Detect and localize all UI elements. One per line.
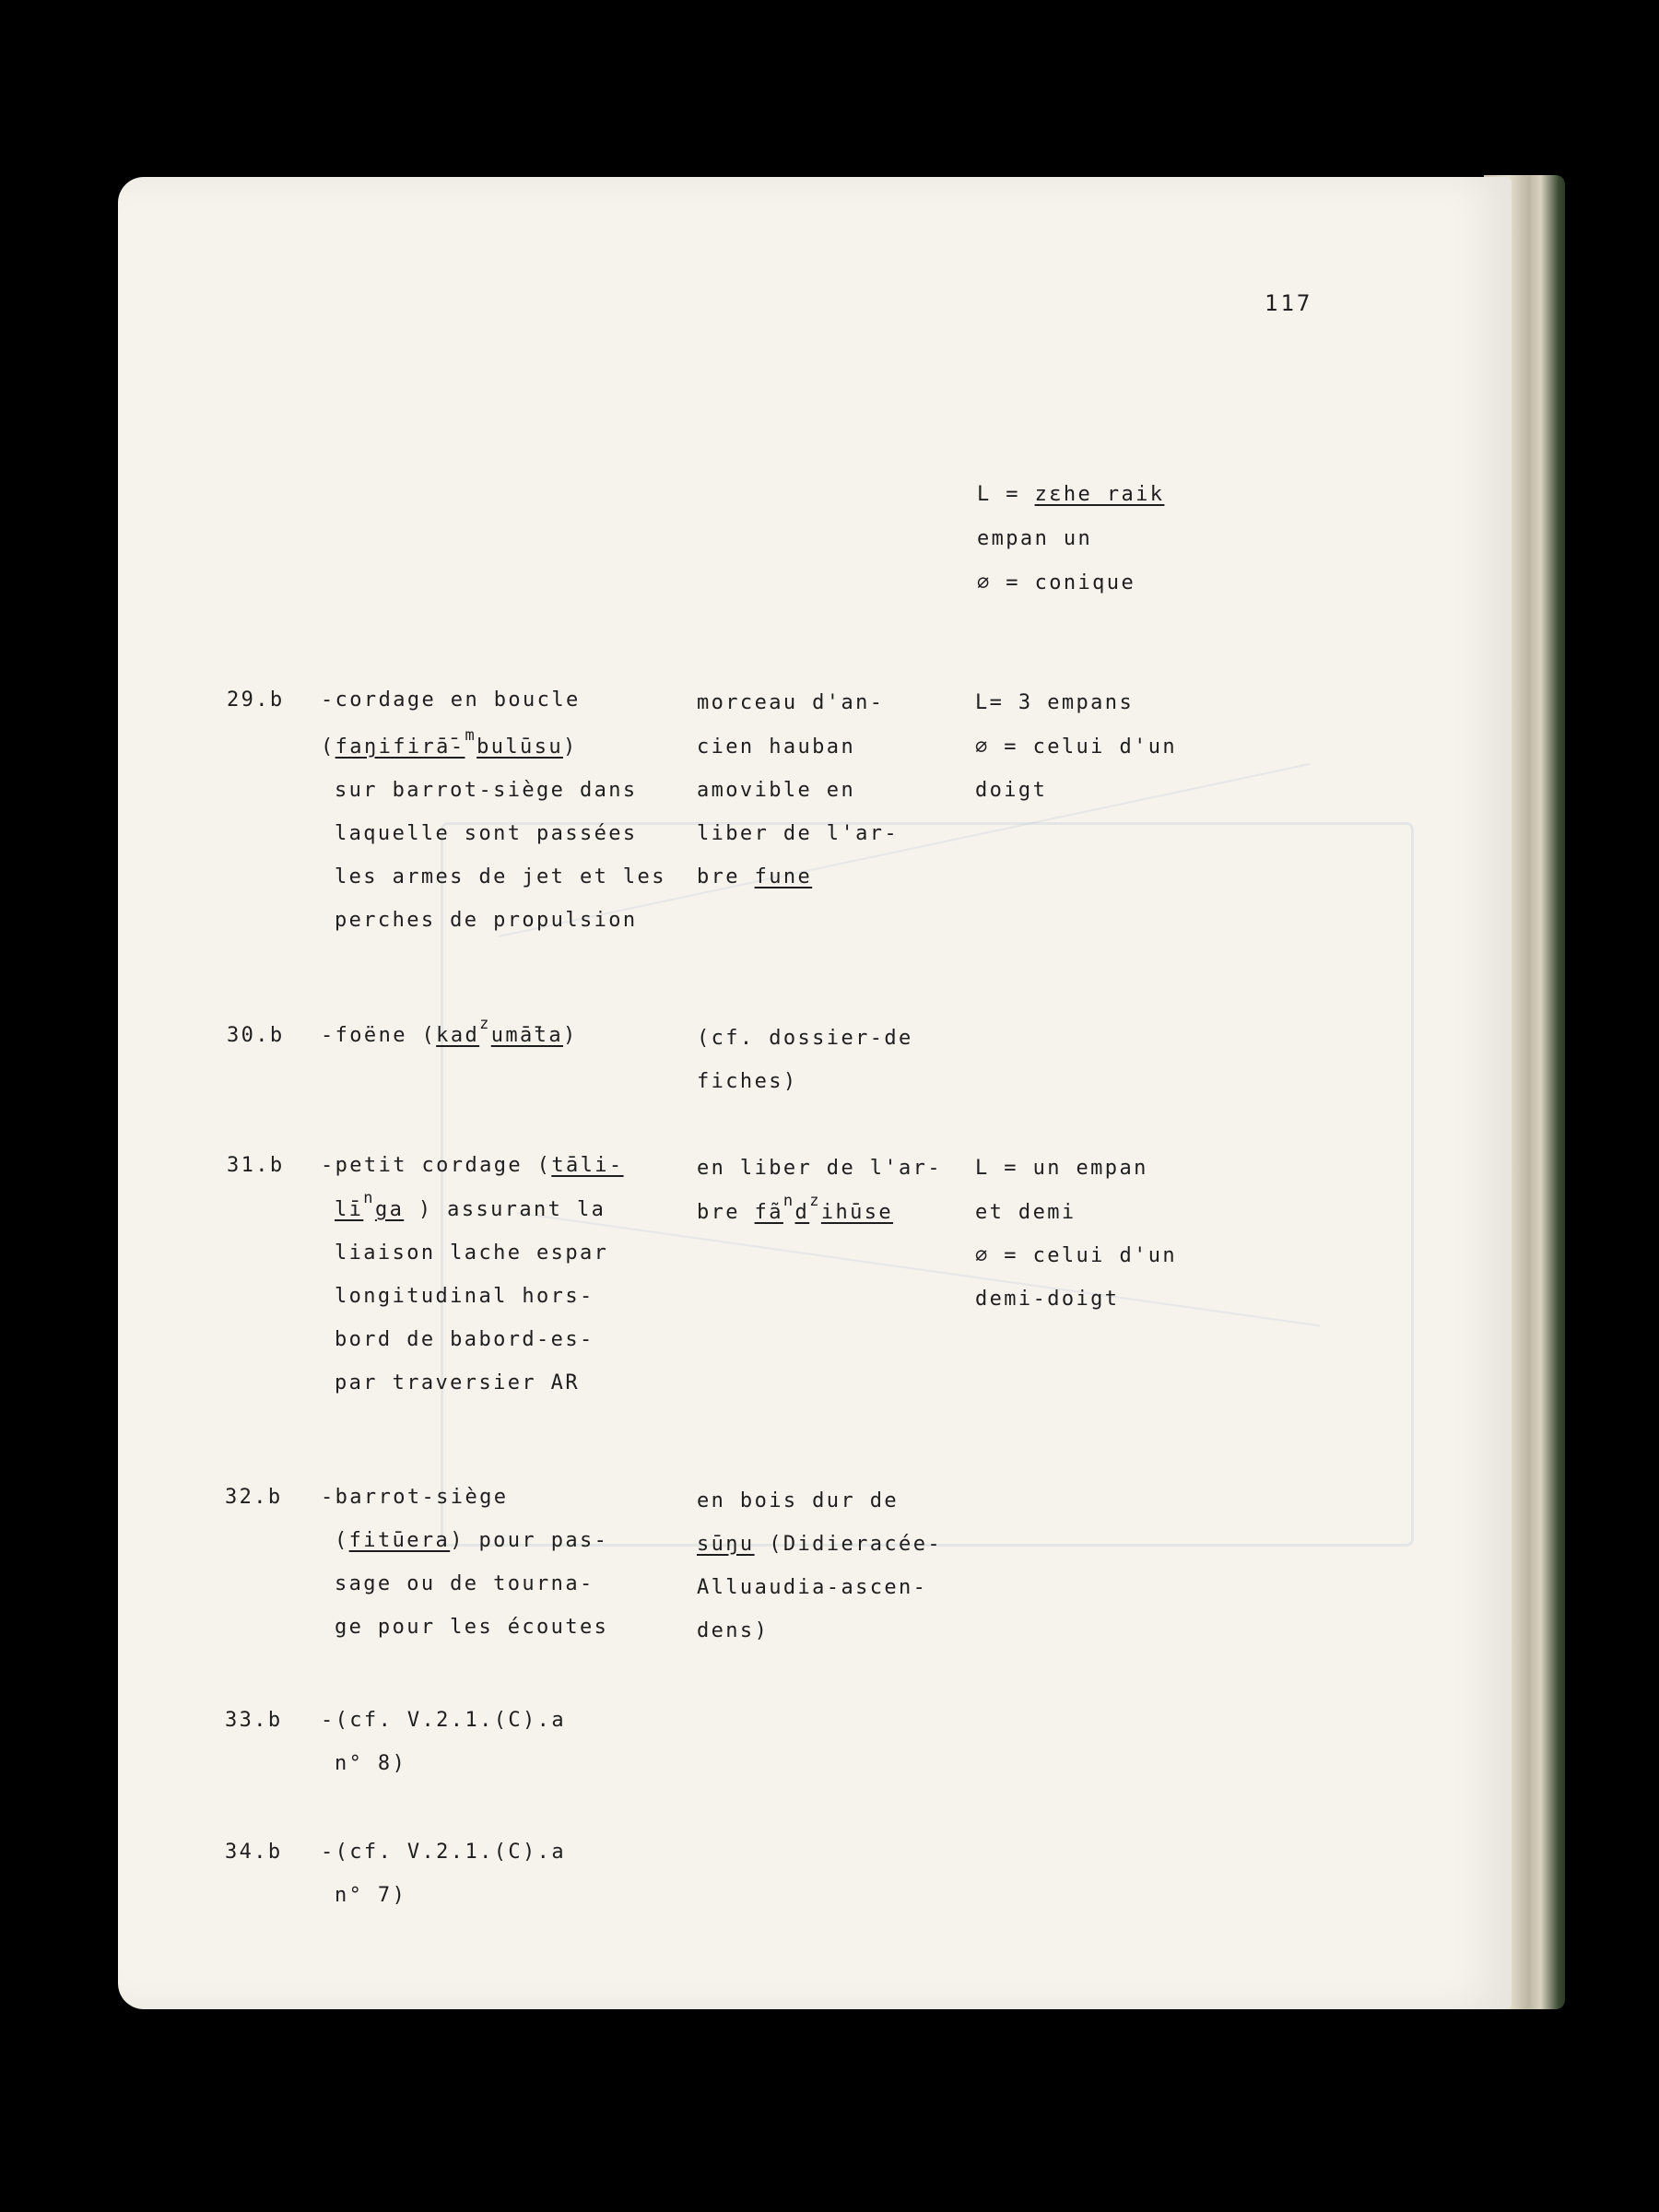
- text-line: [975, 1242, 1177, 1270]
- text-run: bord de babord-es-: [335, 1328, 594, 1351]
- text-run: L =: [977, 483, 1035, 506]
- text-line: [225, 1484, 283, 1512]
- text-run: 33.b: [225, 1709, 283, 1732]
- text-line: [697, 1025, 913, 1053]
- underlined-term: kad: [436, 1024, 480, 1047]
- text-run: longitudinal hors-: [335, 1285, 594, 1308]
- text-line: [227, 1152, 285, 1180]
- text-line: [697, 1068, 798, 1096]
- text-run: 31.b: [227, 1154, 285, 1177]
- page-number: 117: [1265, 290, 1313, 316]
- text-line: [975, 734, 1177, 761]
- text-run: (: [321, 735, 335, 759]
- text-run: cien hauban: [697, 735, 856, 759]
- text-run: ) pour pas-: [450, 1529, 609, 1552]
- underlined-term: umā̄ta: [490, 1024, 563, 1047]
- text-line: [697, 820, 899, 848]
- text-line: [321, 687, 581, 714]
- underlined-term: ihūse: [820, 1201, 894, 1224]
- text-run: L = un empan: [975, 1157, 1148, 1180]
- text-line: [335, 1240, 608, 1267]
- text-line: [977, 570, 1135, 597]
- text-line: [335, 1571, 594, 1598]
- text-run: morceau d'an-: [697, 691, 885, 714]
- underlined-term: ga: [374, 1198, 405, 1221]
- text-line: [975, 1155, 1148, 1182]
- text-line: [697, 1488, 899, 1515]
- text-line: [321, 1839, 566, 1866]
- text-line: [977, 481, 1164, 509]
- text-line: [697, 777, 855, 805]
- text-run: liaison lache espar: [335, 1241, 609, 1265]
- text-line: [697, 1155, 942, 1182]
- text-line: [335, 1326, 594, 1354]
- text-run: -barrot-siège: [321, 1486, 509, 1509]
- text-run: fiches): [697, 1070, 798, 1093]
- text-run: n° 7): [335, 1884, 407, 1907]
- text-line: [975, 777, 1047, 805]
- text-run: ∅ = conique: [977, 571, 1136, 594]
- text-run: en bois dur de: [697, 1489, 900, 1512]
- underlined-term: faŋifirā̄-: [335, 735, 465, 759]
- text-line: [321, 726, 578, 762]
- text-run: ge pour les écoutes: [335, 1616, 609, 1639]
- text-line: [335, 907, 638, 935]
- text-run: les armes de jet et les: [335, 865, 666, 888]
- text-run: ) assurant la: [404, 1198, 606, 1221]
- text-run: -foëne (: [321, 1024, 437, 1047]
- text-run: -(cf. V.2.1.(C).a: [321, 1709, 566, 1732]
- text-run: en liber de l'ar-: [697, 1157, 942, 1180]
- text-run: empan un: [977, 527, 1093, 550]
- text-line: [697, 1531, 942, 1559]
- underlined-term: fune: [754, 865, 813, 888]
- text-line: [321, 1152, 624, 1180]
- superscript-text: z: [809, 1192, 821, 1210]
- text-line: [335, 1189, 606, 1225]
- underlined-term: lī: [335, 1198, 364, 1221]
- text-line: [335, 1882, 406, 1910]
- text-line: [335, 1527, 608, 1555]
- text-line: [321, 1015, 578, 1051]
- text-run: liber de l'ar-: [697, 822, 900, 845]
- text-run: demi-doigt: [975, 1288, 1120, 1311]
- text-run: Alluaudia-ascen-: [697, 1576, 928, 1599]
- text-line: [335, 1750, 406, 1778]
- text-line: [697, 689, 884, 717]
- text-run: perches de propulsion: [335, 909, 638, 932]
- text-run: 32.b: [225, 1486, 283, 1509]
- text-run: et demi: [975, 1201, 1077, 1224]
- text-run: 30.b: [227, 1024, 285, 1047]
- text-run: ): [562, 735, 578, 759]
- text-line: [225, 1707, 283, 1735]
- underlined-term: d: [794, 1201, 810, 1224]
- text-run: bre: [697, 865, 755, 888]
- text-line: [335, 1614, 608, 1641]
- text-line: [697, 1574, 927, 1602]
- text-line: [335, 864, 666, 891]
- superscript-text: n: [363, 1189, 375, 1207]
- text-run: ∅ = celui d'un: [975, 735, 1178, 759]
- text-line: [697, 1618, 769, 1645]
- text-line: [321, 1707, 566, 1735]
- text-line: [975, 1199, 1077, 1227]
- text-line: [975, 1286, 1119, 1313]
- text-run: par traversier AR: [335, 1371, 580, 1394]
- text-run: ): [562, 1024, 578, 1047]
- text-run: dens): [697, 1619, 770, 1642]
- text-run: -cordage en boucle: [321, 688, 581, 712]
- text-run: sage ou de tourna-: [335, 1572, 594, 1595]
- text-line: [321, 1484, 508, 1512]
- superscript-text: m: [465, 726, 477, 745]
- text-run: laquelle sont passées: [335, 822, 638, 845]
- superscript-text: n: [782, 1192, 795, 1210]
- text-run: L= 3 empans: [975, 691, 1135, 714]
- text-line: [697, 734, 855, 761]
- superscript-text: z: [479, 1015, 491, 1033]
- text-run: -petit cordage (: [321, 1154, 552, 1177]
- text-run: (: [335, 1529, 349, 1552]
- text-line: [335, 820, 638, 848]
- text-line: [227, 687, 285, 714]
- underlined-term: fitūera: [348, 1529, 451, 1552]
- text-line: [697, 1192, 894, 1228]
- text-line: [697, 864, 812, 891]
- text-line: [335, 1283, 594, 1311]
- text-run: bre: [697, 1201, 755, 1224]
- text-line: [335, 777, 638, 805]
- text-run: ∅ = celui d'un: [975, 1244, 1178, 1267]
- text-line: [335, 1370, 580, 1397]
- text-run: doigt: [975, 779, 1048, 802]
- text-line: [975, 689, 1134, 717]
- text-run: 29.b: [227, 688, 285, 712]
- text-run: sur barrot-siège dans: [335, 779, 638, 802]
- underlined-term: sūŋu: [697, 1533, 755, 1556]
- underlined-term: tāli-: [551, 1154, 624, 1177]
- underlined-term: bulūsu: [477, 735, 563, 759]
- underlined-term: zɛhe raik: [1034, 483, 1165, 506]
- text-run: 34.b: [225, 1841, 283, 1864]
- text-line: [225, 1839, 283, 1866]
- text-run: (cf. dossier-de: [697, 1027, 913, 1050]
- text-line: [227, 1022, 285, 1050]
- underlined-term: fã: [754, 1201, 783, 1224]
- text-line: [977, 525, 1092, 553]
- text-run: (Didieracée-: [754, 1533, 942, 1556]
- text-run: n° 8): [335, 1752, 407, 1775]
- text-run: -(cf. V.2.1.(C).a: [321, 1841, 566, 1864]
- text-run: amovible en: [697, 779, 856, 802]
